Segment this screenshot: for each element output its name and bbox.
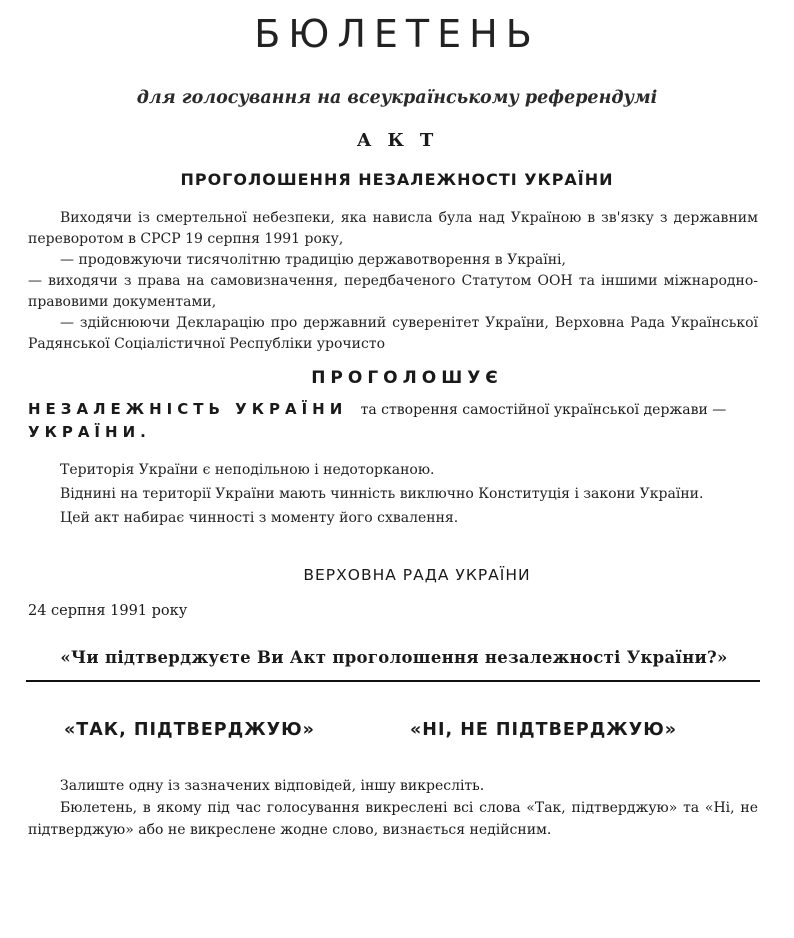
preamble-paragraph: — продовжуючи тисячолітню традицію державотворення в Україні,: [60, 252, 566, 268]
instruction-paragraph: Залиште одну із зазначених відповідей, іншу викресліть.: [60, 778, 485, 794]
act-title: АКТ: [356, 130, 450, 151]
preamble: [28, 208, 758, 355]
act-subtitle: ПРОГОЛОШЕННЯ НЕЗАЛЕЖНОСТІ УКРАЇНИ: [180, 170, 614, 189]
ballot-title: БЮЛЕТЕНЬ: [254, 12, 540, 56]
provisions: [28, 460, 758, 532]
provision-paragraph: Віднині на території України мають чинність виключно Конституція і закони України.: [60, 486, 704, 502]
independence-text: та створення самостійної української держави —: [360, 402, 727, 418]
provision-paragraph: Територія України є неподільною і недоторканою.: [60, 462, 435, 478]
independence-state: УКРАЇНИ.: [28, 423, 151, 441]
referendum-question: «Чи підтверджуєте Ви Акт проголошення незалежності України?»: [60, 648, 728, 667]
signatory: ВЕРХОВНА РАДА УКРАЇНИ: [303, 566, 531, 584]
independence-spaced: НЕЗАЛЕЖНІСТЬ УКРАЇНИ: [28, 400, 348, 418]
answer-no-option[interactable]: «НІ, НЕ ПІДТВЕРДЖУЮ»: [410, 720, 678, 740]
answer-yes-option[interactable]: «ТАК, ПІДТВЕРДЖУЮ»: [64, 720, 315, 740]
instructions: [28, 775, 758, 841]
independence-statement: [28, 398, 758, 444]
ballot-subtitle: для голосування на всеукраїнському референдумі: [136, 88, 658, 108]
preamble-paragraph: Виходячи із смертельної небезпеки, яка нависла була над Україною в зв'язку з державним переворотом в СРСР 19 серпня 1991 року,: [28, 210, 758, 247]
proclaims-heading: ПРОГОЛОШУЄ: [311, 368, 503, 388]
divider-line: [26, 680, 760, 682]
provision-paragraph: Цей акт набирає чинності з моменту його схвалення.: [60, 510, 459, 526]
preamble-paragraph: — здійснюючи Декларацію про державний суверенітет України, Верховна Рада Української Радянської Соціалістичної Республіки урочисто: [28, 315, 758, 352]
instruction-paragraph: Бюлетень, в якому під час голосування викреслені всі слова «Так, підтверджую» та «Ні, не підтверджую» або не викреслене жодне слово, визнається недійсним.: [28, 800, 758, 838]
act-date: 24 серпня 1991 року: [28, 603, 188, 619]
preamble-paragraph: — виходячи з права на самовизначення, передбаченого Статутом ООН та іншими міжнародно-правовими документами,: [28, 273, 758, 310]
